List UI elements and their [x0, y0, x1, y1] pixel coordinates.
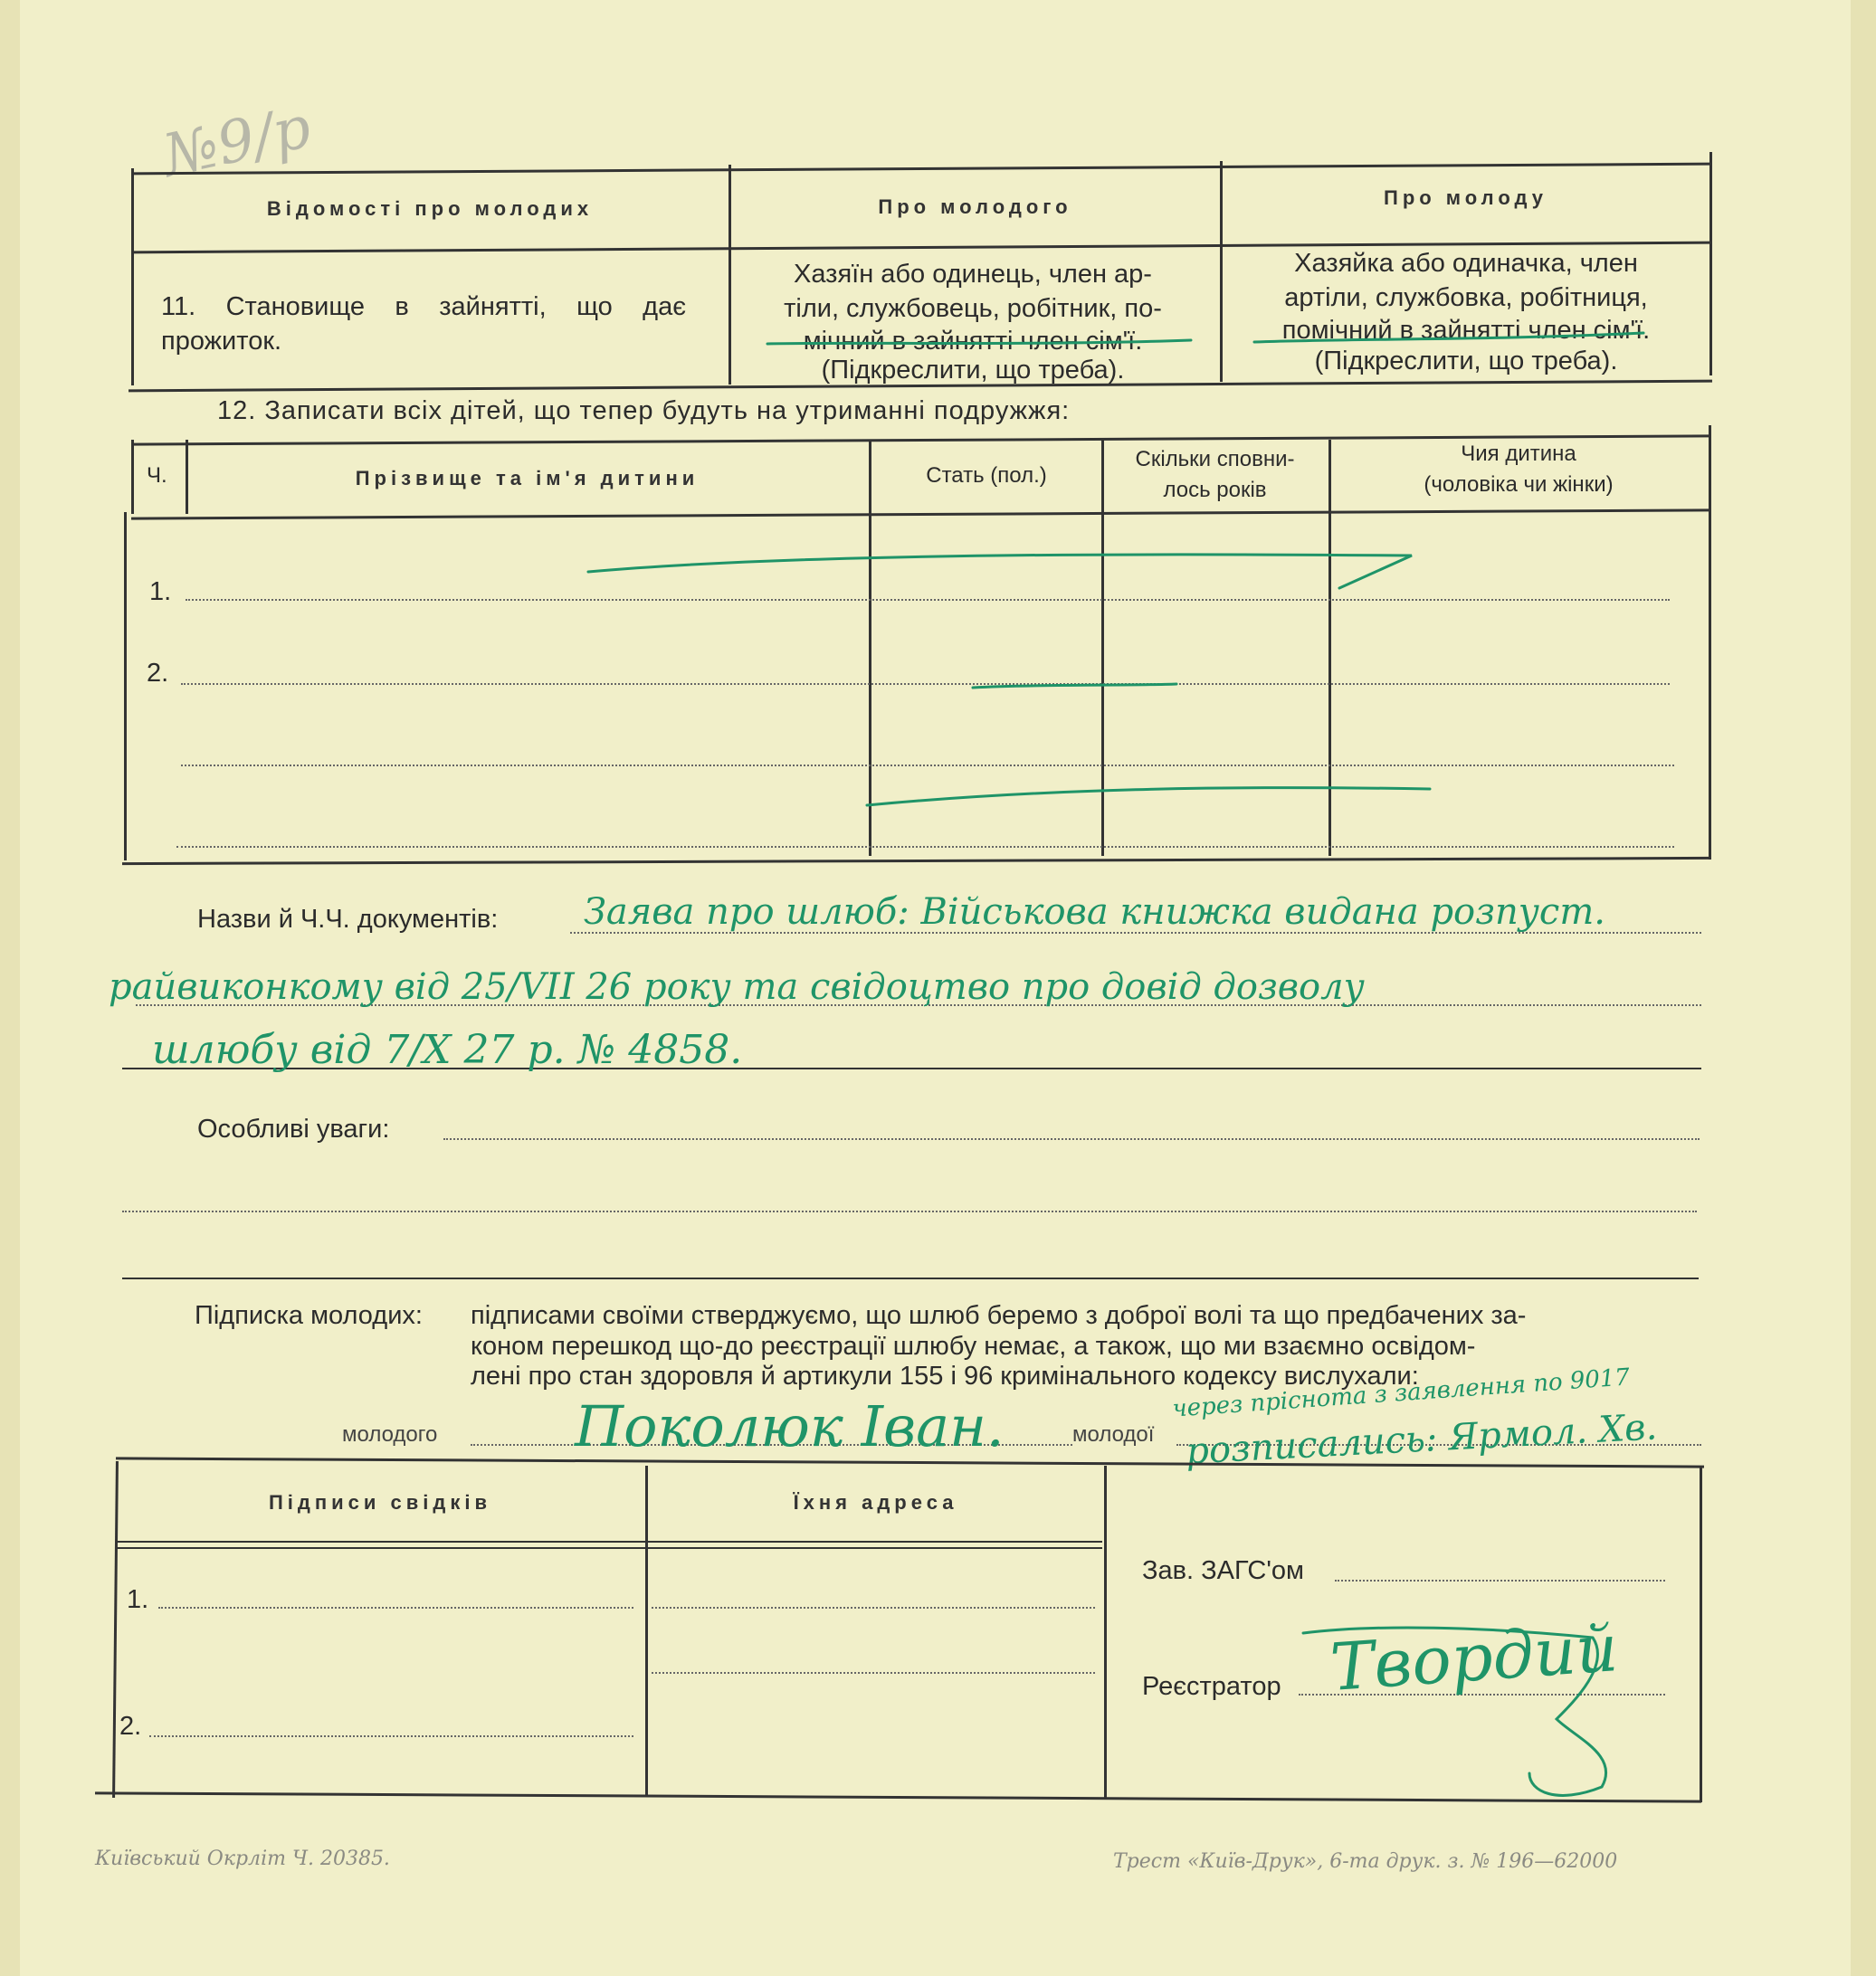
witness-row-2-number: 2. [119, 1712, 142, 1741]
groom-option-line-2: тіли, службовець, робітник, по- [784, 294, 1162, 323]
registrar-flourish [1303, 1628, 1606, 1795]
col-age-line-1: Скільки сповни- [1135, 447, 1295, 471]
bride-option-line-2: артіли, службовка, робітниця, [1284, 283, 1648, 312]
col-whose-child-line-2: (чоловіка чи жінки) [1424, 472, 1614, 497]
col-their-address: Їхня адреса [793, 1491, 958, 1514]
groom-signature-label: молодого [342, 1422, 438, 1447]
header-about-bride: Про молоду [1384, 186, 1547, 209]
bride-signature-note-1: через пріснота з заявлення по 9017 [1171, 1363, 1631, 1423]
dash-row-2 [973, 684, 1176, 688]
documents-handwritten-line-1: Заява про шлюб: Військова книжка видана розпуст. [584, 891, 1605, 933]
footer-right: Трест «Київ-Друк», 6-та друк. з. № 196—62000 [1113, 1850, 1618, 1873]
header-info-about-couple: Відомості про молодих [266, 197, 594, 220]
documents-handwritten-line-3: шлюбу від 7/X 27 р. № 4858. [152, 1027, 743, 1073]
bride-signature-label: молодої [1072, 1422, 1155, 1447]
bride-option-line-3: помічний в зайнятті член сім'ї. [1281, 316, 1651, 345]
special-notes-label: Особливі уваги: [197, 1115, 390, 1144]
dash-row-1 [588, 555, 1412, 588]
header-about-groom: Про молодого [878, 195, 1072, 218]
col-whose-child-line-1: Чия дитина [1461, 442, 1576, 466]
footer-left: Київський Окрліт Ч. 20385. [95, 1848, 390, 1870]
registrar-signature: Твордий [1328, 1610, 1621, 1705]
col-age-line-2: лось років [1163, 478, 1267, 502]
bride-option-line-1: Хазяйка або одиначка, член [1294, 249, 1638, 278]
documents-label: Назви й Ч.Ч. документів: [197, 905, 499, 934]
pledge-label: Підписка молодих: [195, 1301, 423, 1330]
groom-option-line-1: Хазяїн або одинець, член ар- [794, 260, 1152, 289]
witness-row-1-number: 1. [127, 1585, 149, 1614]
bride-signature-note-2: розписались: Ярмол. Хв. [1185, 1406, 1659, 1473]
section-12-title: 12. Записати всіх дітей, що тепер будуть на утриманні подружжя: [217, 396, 1071, 425]
col-sex: Стать (пол.) [926, 463, 1047, 488]
pencil-archive-number: №9/р [157, 93, 317, 191]
pledge-line-2: коном перешкод що-до реєстрації шлюбу немає, а також, що ми взаємно освідом- [471, 1332, 1476, 1361]
registrar-label: Реєстратор [1142, 1672, 1281, 1701]
pledge-line-1: підписами своїми стверджуємо, що шлюб беремо з доброї волі та що предбачених за- [471, 1301, 1527, 1330]
groom-option-line-3: мічний в зайнятті член сім'ї. [803, 327, 1143, 356]
bride-underline [1254, 333, 1643, 342]
groom-signature: Поколюк Іван. [575, 1393, 1005, 1459]
pledge-line-3: лені про стан здоровля й артикули 155 і 96 кримінального кодексу вислухали: [471, 1362, 1419, 1391]
col-number: Ч. [147, 463, 167, 488]
child-row-1-number: 1. [149, 577, 172, 606]
documents-handwritten-line-2: райвиконкому від 25/VII 26 року та свідоцтво про довід дозволу [109, 966, 1365, 1008]
groom-note: (Підкреслити, що треба). [821, 356, 1125, 385]
groom-underline [767, 340, 1191, 344]
item-11-label: 11. Становище в зайнятті, що дає прожиток. [161, 292, 686, 356]
head-of-registry-label: Зав. ЗАГС'ом [1142, 1556, 1304, 1585]
dash-row-3 [867, 788, 1430, 805]
col-witness-signatures: Підписи свідків [268, 1491, 492, 1514]
col-child-name: Прізвище та ім'я дитини [355, 467, 700, 489]
bride-note: (Підкреслити, що треба). [1314, 347, 1618, 375]
child-row-2-number: 2. [147, 659, 169, 688]
